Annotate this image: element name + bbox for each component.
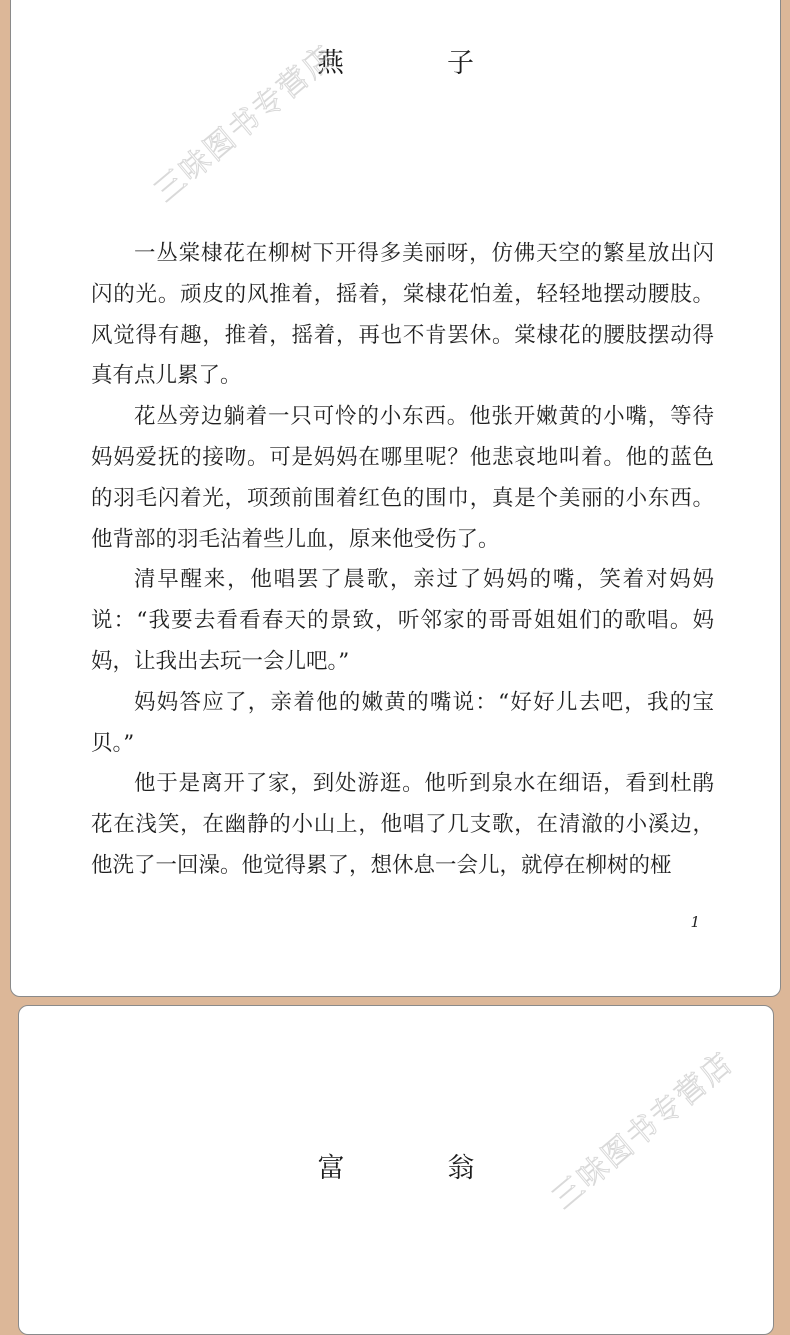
book-page-2 (18, 1005, 774, 1335)
book-page-1 (10, 0, 781, 997)
paragraph: 他于是离开了家，到处游逛。他听到泉水在细语，看到杜鹃花在浅笑，在幽静的小山上，他唱了几支歌，在清澈的小溪边，他洗了一回澡。他觉得累了，想休息一会儿，就停在柳树的桠 (91, 771, 714, 878)
paragraph: 妈妈答应了，亲着他的嫩黄的嘴说：“好好儿去吧，我的宝贝。” (91, 689, 714, 756)
page-number: 1 (690, 913, 700, 931)
paragraph: 花丛旁边躺着一只可怜的小东西。他张开嫩黄的小嘴，等待妈妈爱抚的接吻。可是妈妈在哪里呢？他悲哀地叫着。他的蓝色的羽毛闪着光，项颈前围着红色的围巾，真是个美丽的小东西。他背部的羽毛沾着些儿血，原来他受伤了。 (91, 404, 714, 552)
store-watermark: 三味图书专营店 (148, 38, 343, 210)
paragraph: 清早醒来，他唱罢了晨歌，亲过了妈妈的嘴，笑着对妈妈说：“我要去看看春天的景致，听邻家的哥哥姐姐们的歌唱。妈妈，让我出去玩一会儿吧。” (91, 567, 714, 674)
chapter-body (91, 234, 714, 887)
store-watermark: 三味图书专营店 (546, 1045, 741, 1217)
paragraph: 一丛棠棣花在柳树下开得多美丽呀，仿佛天空的繁星放出闪闪的光。顽皮的风推着，摇着，棠棣花怕羞，轻轻地摆动腰肢。风觉得有趣，推着，摇着，再也不肯罢休。棠棣花的腰肢摆动得真有点儿累了。 (91, 241, 714, 389)
chapter-title: 富 翁 (317, 1153, 513, 1184)
chapter-title: 燕 子 (317, 48, 512, 79)
